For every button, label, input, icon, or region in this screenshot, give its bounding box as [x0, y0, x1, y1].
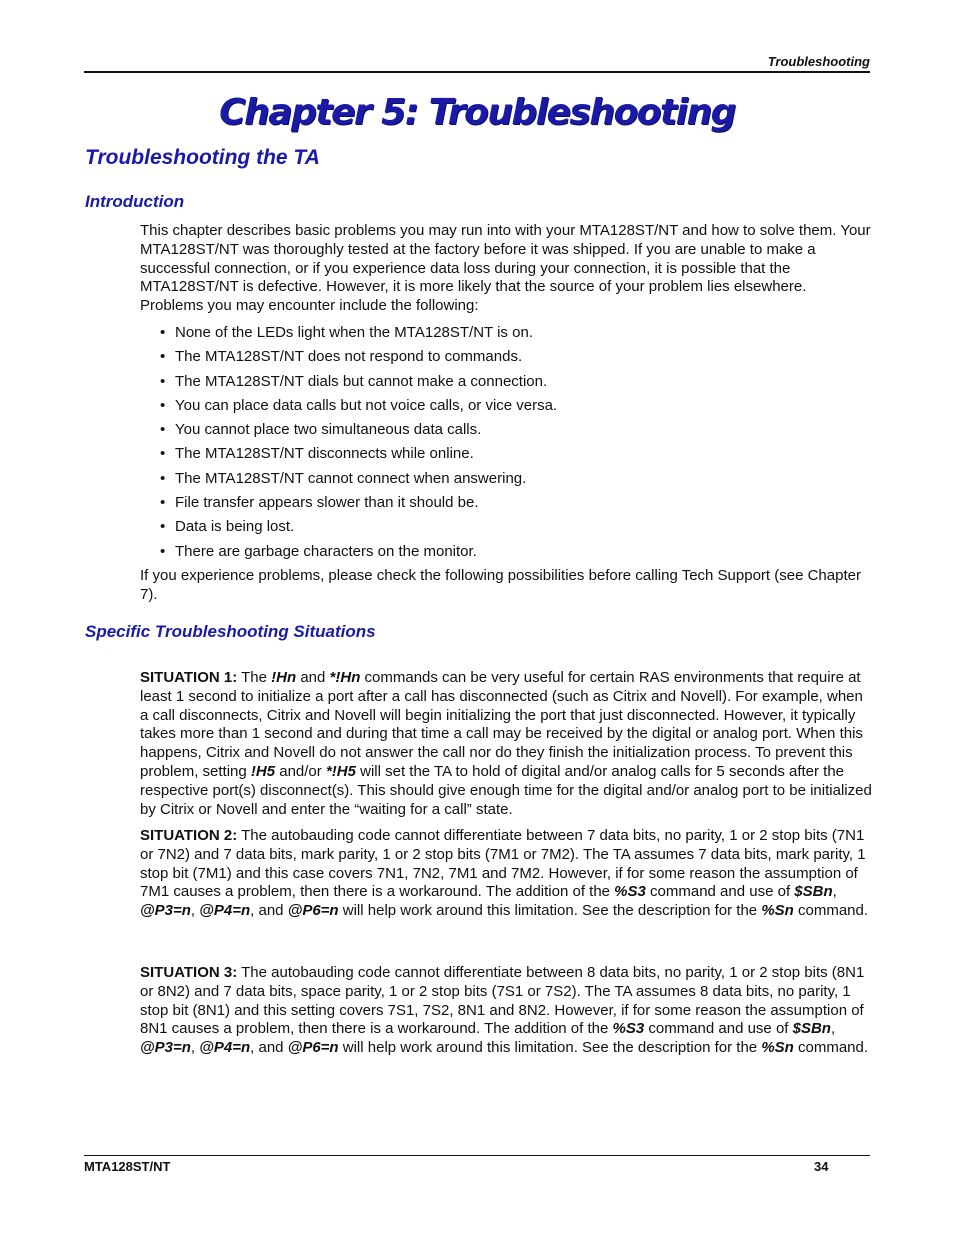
bullet-icon: • — [160, 421, 166, 439]
problem-list — [160, 323, 557, 566]
bullet-icon: • — [160, 348, 166, 366]
command-code: @P6=n — [287, 902, 339, 920]
bullet-icon: • — [160, 494, 166, 512]
list-item: • The MTA128ST/NT does not respond to commands. — [160, 348, 523, 366]
list-item: • File transfer appears slower than it should be. — [160, 494, 479, 512]
situations-heading: Specific Troubleshooting Situations — [85, 622, 376, 641]
list-item: • There are garbage characters on the monitor. — [160, 542, 477, 560]
page-number: 34 — [814, 1159, 829, 1174]
command-code: %S3 — [612, 1020, 645, 1038]
bullet-icon: • — [160, 445, 166, 463]
command-code: @P6=n — [287, 1039, 339, 1057]
header-rule — [84, 71, 870, 73]
section-title: Troubleshooting the TA — [85, 146, 320, 169]
list-item: • None of the LEDs light when the MTA128ST/NT is on. — [160, 324, 533, 341]
list-item: • Data is being lost. — [160, 518, 295, 536]
running-header: Troubleshooting — [767, 54, 870, 69]
list-item: • The MTA128ST/NT dials but cannot make a connection. — [160, 372, 548, 390]
command-code: *!H5 — [325, 762, 356, 780]
command-code: !Hn — [271, 669, 297, 686]
command-code: @P4=n — [199, 902, 251, 920]
list-item: • You cannot place two simultaneous data calls. — [160, 421, 482, 439]
chapter-title: Chapter 5: Troubleshooting — [219, 92, 735, 133]
command-code: $SBn — [792, 1020, 831, 1038]
introduction-heading: Introduction — [85, 192, 185, 211]
command-code: !H5 — [250, 762, 276, 780]
bullet-icon: • — [160, 542, 166, 560]
situation-3: SITUATION 3: The autobauding code cannot differentiate between 8 data bits, no parity, 1 or 2 stop bits (8N1 or 8N2) and 7 data bits, space parity, 1 or 2 stop bits (7S1 or 7S2). The TA assumes 8 data bits, no parity, 1 stop bit (8N1) and this setting covers 7S1, 7S2, 8N1 and 8N2. However, if for some reason the assumption of 8N1 causes a problem, then there is a workaround. The addition of the %S3 command and use of $SBn, @P3=n, @P4=n, and @P6=n will help work around this limitation. See the description for the %Sn command. — [140, 964, 869, 1057]
situation-1: SITUATION 1: The !Hn and *!Hn commands can be very useful for certain RAS environments that require at least 1 second to initialize a port after a call has disconnected (such as Citrix and Novell). For example, when a call disconnects, Citrix and Novell will begin initializing the port that just disconnected. However, it typically takes more than 1 second and during that time a call may be received by the digital or analog port. When this happens, Citrix and Novell do not answer the call nor do they finish the initialization process. To prevent this problem, setting !H5 and/or *!H5 will set the TA to hold of digital and/or analog calls for 5 seconds after the respective port(s) disconnect(s). This should give enough time for the digital and/or analog port to be initialized by Citrix or Novell and enter the “waiting for a call” state. — [140, 669, 872, 818]
list-item: • The MTA128ST/NT disconnects while online. — [160, 445, 474, 463]
introduction-closing: If you experience problems, please check the following possibilities before calling Tech Support (see Chapter 7). — [140, 567, 861, 603]
bullet-icon: • — [160, 469, 166, 487]
footer-product: MTA128ST/NT — [84, 1159, 171, 1174]
command-code: $SBn — [794, 883, 833, 901]
situation-label: SITUATION 3: — [140, 964, 238, 981]
bullet-icon: • — [160, 324, 166, 341]
bullet-icon: • — [160, 372, 166, 390]
command-code: @P3=n — [140, 1039, 191, 1057]
command-code: *!Hn — [329, 669, 361, 686]
command-code: @P3=n — [140, 902, 191, 920]
situation-label: SITUATION 1: — [140, 669, 238, 686]
list-item: • You can place data calls but not voice calls, or vice versa. — [160, 396, 558, 414]
situation-label: SITUATION 2: — [140, 827, 238, 844]
footer-rule — [84, 1155, 870, 1156]
command-code: %S3 — [614, 883, 646, 901]
command-code: @P4=n — [199, 1039, 251, 1057]
bullet-icon: • — [160, 396, 166, 414]
situation-2: SITUATION 2: The autobauding code cannot differentiate between 7 data bits, no parity, 1 or 2 stop bits (7N1 or 7N2) and 7 data bits, mark parity, 1 or 2 stop bits (7M1 or 7M2). The TA assumes 7 data bits, mark parity, 1 stop bit (7M1) and this case covers 7N1, 7N2, 7M1 and 7M2. However, if for some reason the assumption of 7M1 causes a problem, then there is a workaround. The addition of the %S3 command and use of $SBn, @P3=n, @P4=n, and @P6=n will help work around this limitation. See the description for the %Sn command. — [140, 827, 869, 920]
list-item: • The MTA128ST/NT cannot connect when answering. — [160, 469, 527, 487]
introduction-paragraph: This chapter describes basic problems you may run into with your MTA128ST/NT and how to solve them. Your MTA128ST/NT was thoroughly tested at the factory before it was shipped. If you are unable to make a successful connection, or if you experience data loss during your connection, it is possible that the MTA128ST/NT is defective. However, it is more likely that the source of your problem lies elsewhere. Problems you may encounter include the following: — [140, 222, 871, 315]
command-code: %Sn — [761, 1039, 794, 1057]
command-code: %Sn — [761, 902, 794, 920]
bullet-icon: • — [160, 518, 166, 536]
